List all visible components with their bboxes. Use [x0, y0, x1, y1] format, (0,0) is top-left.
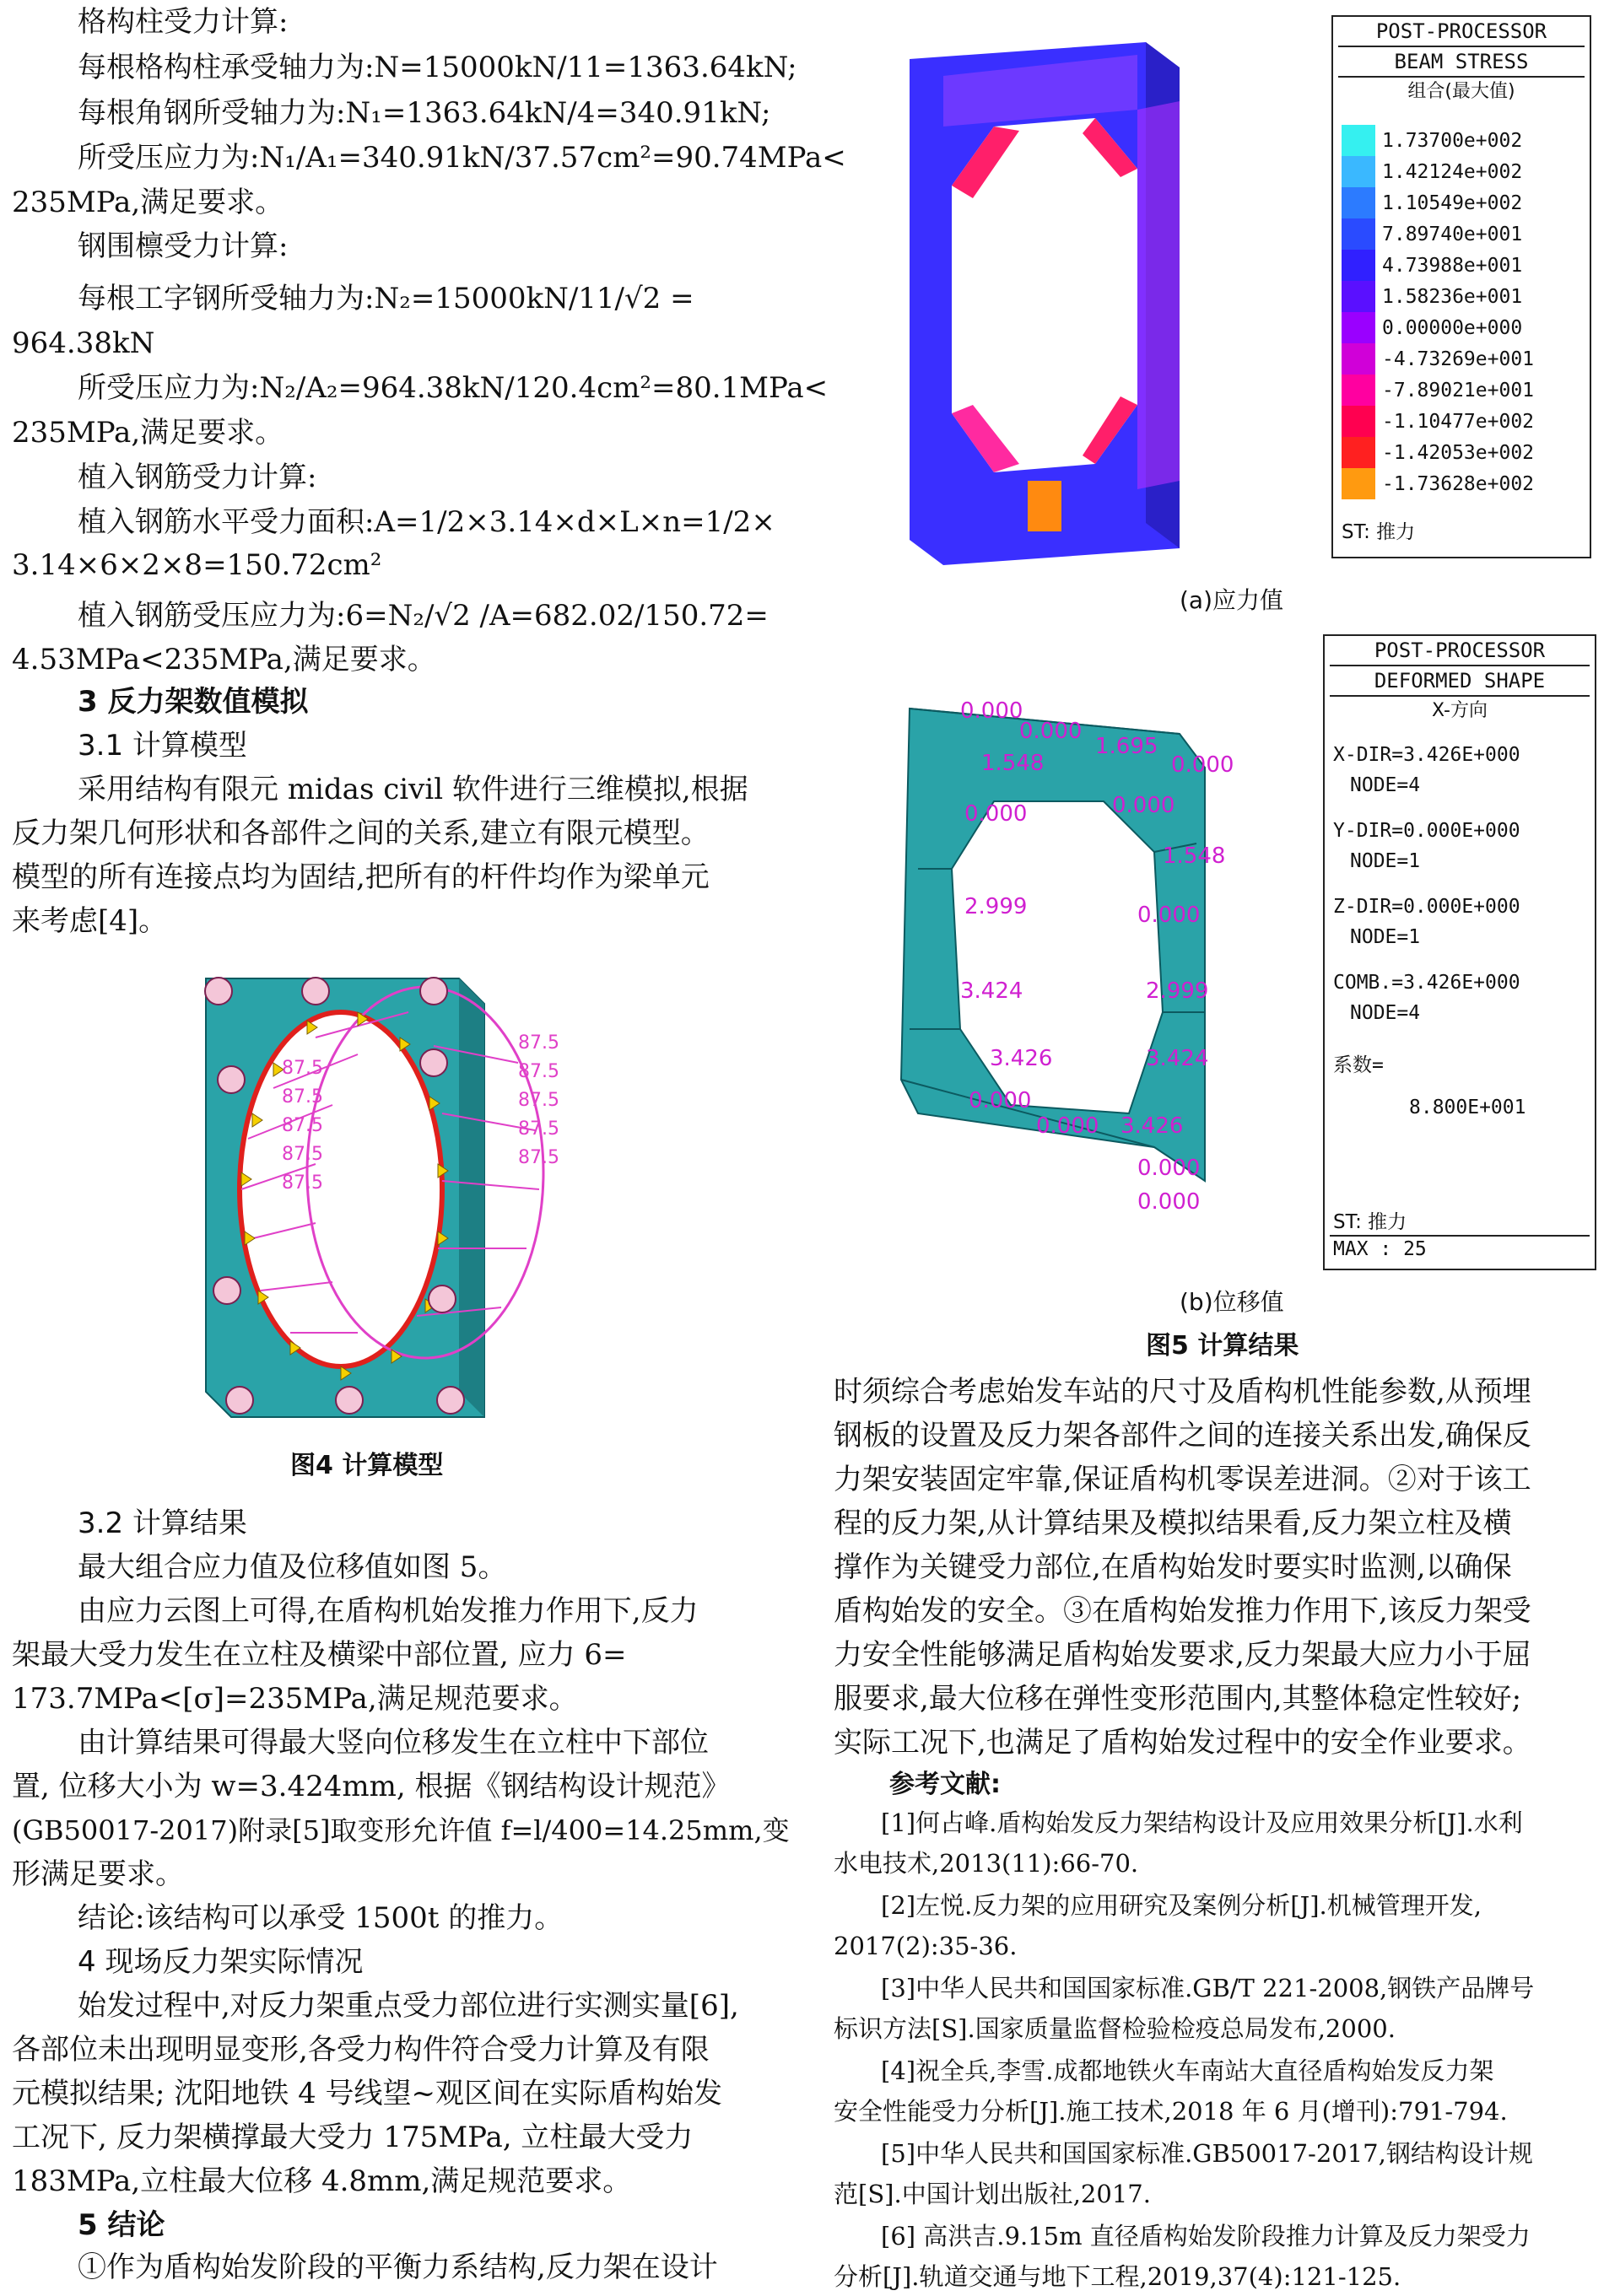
- legend-value: -4.73269e+001: [1382, 348, 1535, 370]
- stress-contour-graphic: [893, 8, 1315, 565]
- figure-4-model: [181, 962, 594, 1434]
- displacement-label: 0.000: [1137, 1156, 1201, 1181]
- reference-item: [5]中华人民共和国国家标准.GB50017-2017,钢结构设计规: [881, 2139, 1533, 2168]
- text-line: 235MPa,满足要求。: [12, 186, 284, 219]
- text-line: 盾构始发的安全。③在盾构始发推力作用下,该反力架受: [834, 1594, 1531, 1628]
- section-heading: 5 结论: [78, 2208, 165, 2242]
- legend-value: 0.00000e+000: [1382, 317, 1523, 339]
- reference-item: 安全性能受力分析[J].施工技术,2018 年 6 月(增刊):791-794.: [834, 2097, 1508, 2126]
- text-line: 植入钢筋水平受力面积:A=1/2×3.14×d×L×n=1/2×: [78, 505, 775, 539]
- displacement-label: 1.695: [1095, 734, 1158, 759]
- text-line: 钢围檩受力计算:: [78, 229, 289, 263]
- stress-legend: [1331, 15, 1591, 558]
- text-line: 每根格构柱承受轴力为:N=15000kN/11=1363.64kN;: [78, 51, 797, 84]
- legend-row: Z-DIR=0.000E+000: [1333, 896, 1520, 918]
- text-line: 235MPa,满足要求。: [12, 416, 284, 450]
- legend-swatch: [1342, 375, 1375, 406]
- text-line: 各部位未出现明显变形,各受力构件符合受力计算及有限: [12, 2033, 710, 2067]
- figure-4-caption: 图4 计算模型: [290, 1451, 444, 1480]
- text-line: 173.7MPa<[σ]=235MPa,满足规范要求。: [12, 1682, 578, 1716]
- reference-item: [6] 高洪吉.9.15m 直径盾构始发阶段推力计算及反力架受力: [881, 2222, 1531, 2250]
- legend-row: NODE=4: [1350, 1002, 1421, 1024]
- figure-5a-stress-plot: [893, 8, 1315, 565]
- section-heading: 4 现场反力架实际情况: [78, 1945, 364, 1979]
- text-line: 结论:该结构可以承受 1500t 的推力。: [78, 1901, 564, 1935]
- text-line: 植入钢筋受压应力为:6=N₂/√2 /A=682.02/150.72=: [78, 599, 769, 633]
- legend-swatch: [1342, 468, 1375, 499]
- subsection-heading: 3.1 计算模型: [78, 729, 247, 763]
- load-label: 87.5: [518, 1061, 559, 1082]
- text-line: ①作为盾构始发阶段的平衡力系结构,反力架在设计: [78, 2250, 718, 2284]
- text-line: 来考虑[4]。: [12, 904, 168, 938]
- legend-row: 系数=: [1333, 1054, 1384, 1076]
- displacement-label: 0.000: [1137, 903, 1201, 928]
- reference-item: 分析[J].轨道交通与地下工程,2019,37(4):121-125.: [834, 2262, 1401, 2291]
- displacement-label: 2.999: [964, 894, 1028, 919]
- reference-item: [4]祝全兵,李雪.成都地铁火车南站大直径盾构始发反力架: [881, 2056, 1494, 2085]
- reference-item: [1]何占峰.盾构始发反力架结构设计及应用效果分析[J].水利: [881, 1808, 1523, 1837]
- figure-5b-caption: (b)位移值: [1180, 1288, 1284, 1316]
- text-line: 撑作为关键受力部位,在盾构始发时要实时监测,以确保: [834, 1550, 1512, 1584]
- text-line: 力架安装固定牢靠,保证盾构机零误差进洞。②对于该工: [834, 1463, 1531, 1496]
- text-line: 植入钢筋受力计算:: [78, 461, 317, 494]
- legend-subtitle: BEAM STRESS: [1394, 50, 1529, 73]
- legend-value: -1.10477e+002: [1382, 411, 1535, 433]
- displacement-label: 1.548: [1163, 843, 1226, 869]
- legend-footer: ST: 推力: [1333, 1211, 1407, 1233]
- displacement-label: 0.000: [969, 1088, 1032, 1113]
- displacement-label: 1.548: [981, 751, 1045, 776]
- legend-row: COMB.=3.426E+000: [1333, 972, 1520, 994]
- text-line: 183MPa,立柱最大位移 4.8mm,满足规范要求。: [12, 2164, 632, 2198]
- load-label: 87.5: [282, 1058, 323, 1079]
- figure-5-caption: 图5 计算结果: [1146, 1331, 1299, 1361]
- legend-row: NODE=1: [1350, 850, 1421, 872]
- displacement-label: 0.000: [1036, 1113, 1099, 1139]
- reference-item: [2]左悦.反力架的应用研究及案例分析[J].机械管理开发,: [881, 1891, 1482, 1920]
- text-line: 置, 位移大小为 w=3.424mm, 根据《钢结构设计规范》: [12, 1770, 731, 1803]
- legend-value: -7.89021e+001: [1382, 380, 1535, 402]
- legend-heading: 组合(最大值): [1407, 81, 1515, 102]
- text-line: 格构柱受力计算:: [78, 5, 289, 39]
- text-line: 形满足要求。: [12, 1857, 184, 1891]
- displacement-label: 3.424: [960, 978, 1023, 1004]
- text-line: 所受压应力为:N₁/A₁=340.91kN/37.57cm²=90.74MPa<: [78, 141, 846, 175]
- legend-swatch: [1342, 218, 1375, 250]
- displacement-label: 3.426: [990, 1046, 1053, 1071]
- legend-value: 7.89740e+001: [1382, 224, 1523, 245]
- legend-heading: X-方向: [1432, 700, 1488, 721]
- legend-max: MAX : 25: [1333, 1238, 1427, 1260]
- reference-item: 2017(2):35-36.: [834, 1932, 1018, 1960]
- figure-5b-displacement-plot: [884, 675, 1315, 1223]
- text-line: 4.53MPa<235MPa,满足要求。: [12, 643, 436, 676]
- text-line: 服要求,最大位移在弹性变形范围内,其整体稳定性较好;: [834, 1682, 1522, 1716]
- load-label: 87.5: [282, 1144, 323, 1165]
- text-line: 964.38kN: [12, 326, 155, 360]
- load-label: 87.5: [282, 1115, 323, 1136]
- reference-item: [3]中华人民共和国国家标准.GB/T 221-2008,钢铁产品牌号: [881, 1974, 1535, 2002]
- displacement-label: 0.000: [1112, 793, 1175, 818]
- displacement-label: 0.000: [1171, 752, 1234, 778]
- legend-subtitle: DEFORMED SHAPE: [1374, 669, 1546, 693]
- load-label: 87.5: [518, 1147, 559, 1168]
- displacement-label: 0.000: [1137, 1189, 1201, 1215]
- legend-value: -1.42053e+002: [1382, 442, 1535, 464]
- load-label: 87.5: [518, 1032, 559, 1054]
- text-line: 3.14×6×2×8=150.72cm²: [12, 548, 382, 582]
- reference-item: 水电技术,2013(11):66-70.: [834, 1849, 1139, 1878]
- text-line: 力安全性能够满足盾构始发要求,反力架最大应力小于屈: [834, 1638, 1531, 1672]
- legend-value: 1.73700e+002: [1382, 130, 1523, 152]
- legend-swatch: [1342, 406, 1375, 437]
- text-line: 最大组合应力值及位移值如图 5。: [78, 1550, 507, 1584]
- legend-swatch: [1342, 125, 1375, 156]
- reference-item: 标识方法[S].国家质量监督检验检疫总局发布,2000.: [834, 2014, 1396, 2043]
- load-label: 87.5: [518, 1090, 559, 1111]
- text-line: 反力架几何形状和各部件之间的关系,建立有限元模型。: [12, 817, 710, 850]
- legend-title: POST-PROCESSOR: [1375, 19, 1547, 43]
- legend-swatch: [1342, 281, 1375, 312]
- text-line: 每根工字钢所受轴力为:N₂=15000kN/11/√2 =: [78, 282, 694, 315]
- displacement-label: 3.424: [1146, 1046, 1209, 1071]
- load-label: 87.5: [282, 1172, 323, 1194]
- legend-swatch: [1342, 312, 1375, 343]
- legend-footer: ST: 推力: [1342, 521, 1416, 543]
- displacement-label: 0.000: [964, 801, 1028, 827]
- text-line: 模型的所有连接点均为固结,把所有的杆件均作为梁单元: [12, 860, 710, 894]
- legend-row: Y-DIR=0.000E+000: [1333, 820, 1520, 842]
- text-line: 架最大受力发生在立柱及横梁中部位置, 应力 6=: [12, 1638, 627, 1672]
- legend-swatch: [1342, 343, 1375, 375]
- text-line: 采用结构有限元 midas civil 软件进行三维模拟,根据: [78, 773, 748, 806]
- legend-value: -1.73628e+002: [1382, 473, 1535, 495]
- deformed-legend: [1323, 634, 1596, 1270]
- text-line: 由应力云图上可得,在盾构机始发推力作用下,反力: [78, 1594, 699, 1628]
- legend-title: POST-PROCESSOR: [1374, 639, 1546, 662]
- load-label: 87.5: [282, 1086, 323, 1108]
- figure-5a-caption: (a)应力值: [1180, 586, 1284, 614]
- legend-row: 8.800E+001: [1409, 1097, 1526, 1118]
- legend-row: NODE=1: [1350, 926, 1421, 948]
- displacement-label: 3.426: [1120, 1113, 1184, 1139]
- legend-row: X-DIR=3.426E+000: [1333, 744, 1520, 766]
- references-heading: 参考文献:: [889, 1770, 1001, 1799]
- legend-swatch: [1342, 437, 1375, 468]
- legend-swatch: [1342, 187, 1375, 218]
- displacement-label: 2.999: [1146, 978, 1209, 1004]
- legend-row: NODE=4: [1350, 774, 1421, 796]
- section-heading: 3 反力架数值模拟: [78, 685, 309, 719]
- text-line: (GB50017-2017)附录[5]取变形允许值 f=l/400=14.25mm,变: [12, 1814, 790, 1846]
- text-line: 始发过程中,对反力架重点受力部位进行实测实量[6],: [78, 1989, 739, 2023]
- text-line: 每根角钢所受轴力为:N₁=1363.64kN/4=340.91kN;: [78, 96, 771, 130]
- displacement-label: 0.000: [1019, 719, 1083, 744]
- load-label: 87.5: [518, 1118, 559, 1140]
- text-line: 所受压应力为:N₂/A₂=964.38kN/120.4cm²=80.1MPa<: [78, 371, 829, 405]
- text-line: 程的反力架,从计算结果及模拟结果看,反力架立柱及横: [834, 1506, 1512, 1540]
- text-line: 实际工况下,也满足了盾构始发过程中的安全作业要求。: [834, 1726, 1531, 1760]
- legend-value: 4.73988e+001: [1382, 255, 1523, 277]
- text-line: 钢板的设置及反力架各部件之间的连接关系出发,确保反: [834, 1419, 1531, 1453]
- legend-value: 1.58236e+001: [1382, 286, 1523, 308]
- reference-item: 范[S].中国计划出版社,2017.: [834, 2180, 1151, 2208]
- subsection-heading: 3.2 计算结果: [78, 1506, 247, 1540]
- legend-value: 1.10549e+002: [1382, 192, 1523, 214]
- text-line: 时须综合考虑始发车站的尺寸及盾构机性能参数,从预埋: [834, 1375, 1531, 1409]
- text-line: 工况下, 反力架横撑最大受力 175MPa, 立柱最大受力: [12, 2121, 694, 2154]
- displacement-label: 0.000: [960, 698, 1023, 724]
- legend-value: 1.42124e+002: [1382, 161, 1523, 183]
- legend-swatch: [1342, 156, 1375, 187]
- legend-swatch: [1342, 250, 1375, 281]
- text-line: 元模拟结果; 沈阳地铁 4 号线望~观区间在实际盾构始发: [12, 2077, 722, 2110]
- text-line: 由计算结果可得最大竖向位移发生在立柱中下部位: [78, 1726, 709, 1760]
